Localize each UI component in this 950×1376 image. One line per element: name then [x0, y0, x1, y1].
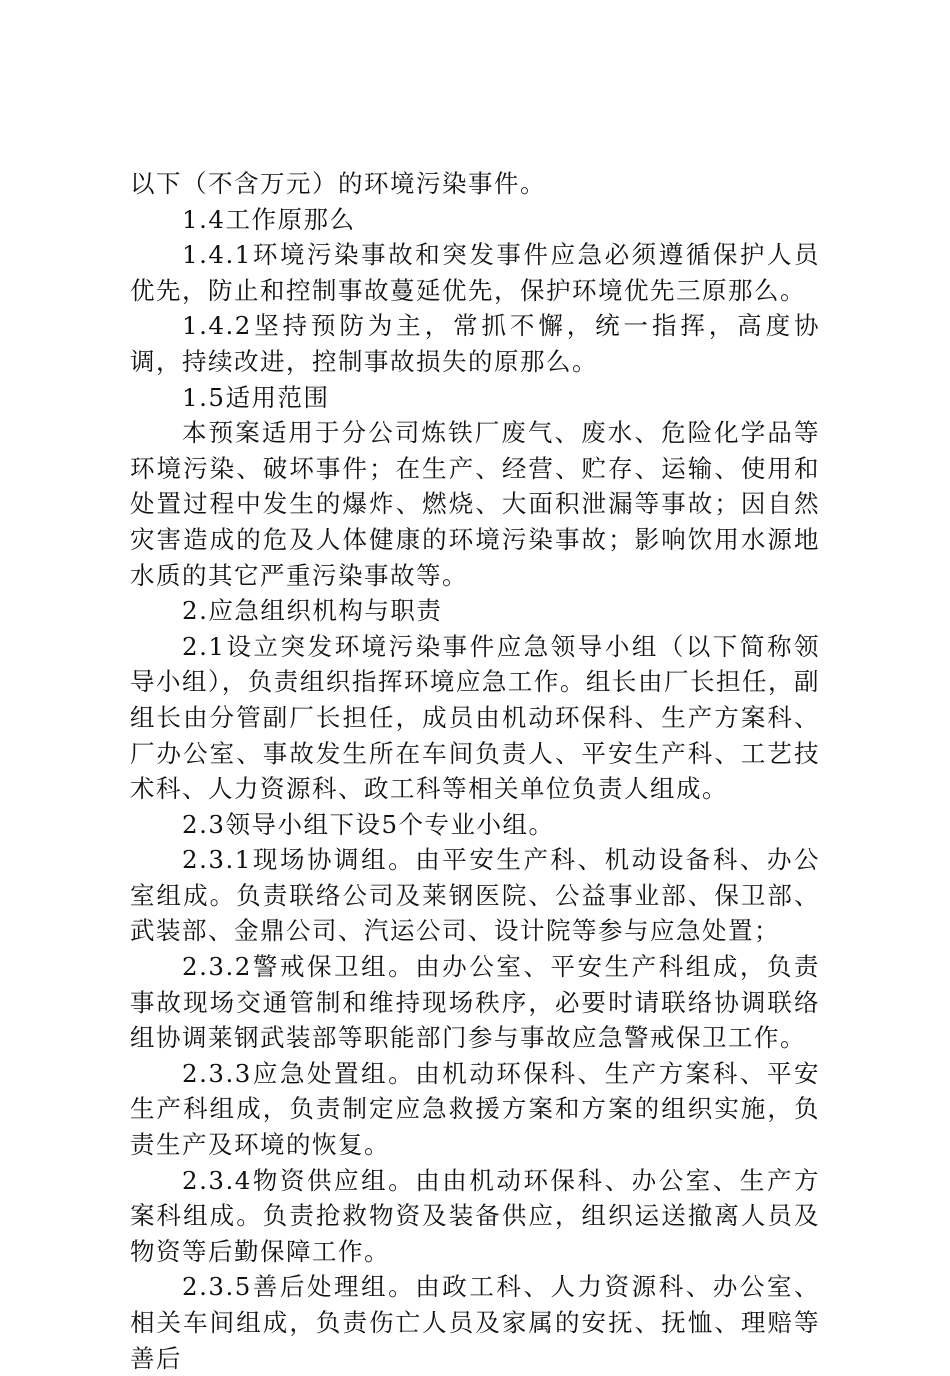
paragraph-2-3-3: 2.3.3应急处置组。由机动环保科、生产方案科、平安生产科组成，负责制定应急救援方案和方案的组织实施，负责生产及环境的恢复。 — [130, 1058, 820, 1160]
paragraph-1-4-2: 1.4.2坚持预防为主，常抓不懈，统一指挥，高度协调，持续改进，控制事故损失的原那么。 — [130, 311, 820, 376]
document-body — [130, 166, 820, 1376]
paragraph-2-3-2: 2.3.2警戒保卫组。由办公室、平安生产科组成，负责事故现场交通管制和维持现场秩序，必要时请联络协调联络组协调莱钢武装部等职能部门参与事故应急警戒保卫工作。 — [130, 952, 820, 1053]
paragraph-2-3-4: 2.3.4物资供应组。由由机动环保科、办公室、生产方案科组成。负责抢救物资及装备供应，组织运送撤离人员及物资等后勤保障工作。 — [130, 1165, 820, 1266]
paragraph-2-3-5: 2.3.5善后处理组。由政工科、人力资源科、办公室、相关车间组成，负责伤亡人员及家属的安抚、抚恤、理赔等善后 — [130, 1272, 820, 1373]
paragraph-continuation: 以下（不含万元）的环境污染事件。 — [130, 169, 546, 198]
paragraph-2-3: 2.3领导小组下设5个专业小组。 — [182, 809, 555, 839]
heading-1-5: 1.5适用范围 — [182, 382, 330, 412]
paragraph-1-4-1: 1.4.1环境污染事故和突发事件应急必须遵循保护人员优先，防止和控制事故蔓延优先，保护环境优先三原那么。 — [130, 240, 820, 305]
paragraph-2-1: 2.1设立突发环境污染事件应急领导小组（以下简称领导小组），负责组织指挥环境应急工作。组长由厂长担任，副组长由分管副厂长担任，成员由机动环保科、生产方案科、厂办公室、事故发生所在车间负责人、平安生产科、工艺技术科、人力资源科、政工科等相关单位负责人组成。 — [130, 631, 820, 804]
heading-2: 2.应急组织机构与职责 — [182, 596, 443, 626]
paragraph-2-3-1: 2.3.1现场协调组。由平安生产科、机动设备科、办公室组成。负责联络公司及莱钢医院、公益事业部、保卫部、武装部、金鼎公司、汽运公司、设计院等参与应急处置； — [130, 845, 820, 946]
heading-1-4: 1.4工作原那么 — [182, 204, 356, 234]
paragraph-scope: 本预案适用于分公司炼铁厂废气、废水、危险化学品等环境污染、破坏事件；在生产、经营、贮存、运输、使用和处置过程中发生的爆炸、燃烧、大面积泄漏等事故；因自然灾害造成的危及人体健康的环境污染事故；影响饮用水源地水质的其它严重污染事故等。 — [130, 418, 820, 590]
